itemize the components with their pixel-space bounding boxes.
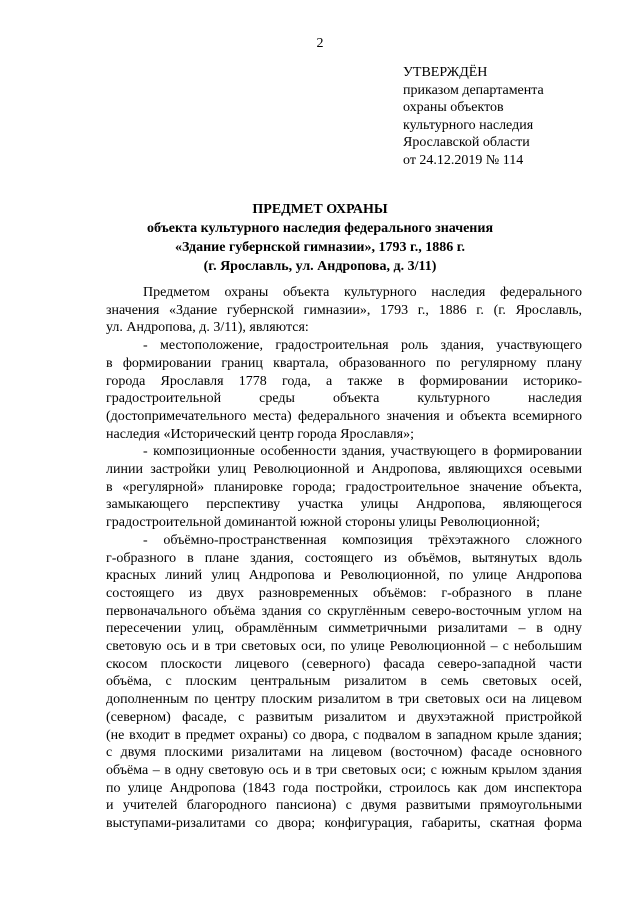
text-line: в «регулярной» планировке города; градостроительное значение объекта, [106,479,582,495]
text-line: линии застройки улиц Революционной и Андропова, являющихся осевыми [106,462,582,478]
intro-paragraph [106,284,582,337]
text-line: выступами-ризалитами со двора; конфигурация, габариты, скатная форма [106,816,582,832]
text-line: световую ось и в три световых оси, по улице Революционной – с небольшим [106,639,582,655]
list-item-location [106,337,582,443]
approval-line: культурного наследия [403,117,534,133]
text-line: значения «Здание губернской гимназии», 1793 г., 1886 г. (г. Ярославль, [106,302,582,318]
heading-subtitle-line: объекта культурного наследия федерального значения [146,221,494,236]
approval-line: УТВЕРЖДЁН [403,65,488,80]
text-line: градостроительной среды объекта культурного наследия [106,391,582,407]
text-line: дополненным по центру плоским ризалитом в три световых оси на лицевом [106,692,582,708]
page-number: 2 [316,36,324,51]
text-line: объёма, с плоским центральным ризалитом в семь световых осей, [106,674,582,690]
list-item-volume [106,532,582,833]
text-line: с двумя плоскими ризалитами на лицевом (восточном) фасаде основного [106,745,582,761]
document-body [106,284,582,833]
text-line: объёма – в одну световую ось и в три световых оси; с южным крылом здания [106,762,582,778]
text-line: и учителей благородного пансиона) с двумя развитыми прямоугольными [106,798,582,814]
text-line: - местоположение, градостроительная роль здания, участвующего [143,338,582,354]
text-line: (не входит в предмет охраны) со двора, с подвалом в западном крыле здания; [106,727,582,743]
text-line: (северном) фасаде, с развитым ризалитом и двухэтажной пристройкой [106,709,582,725]
text-line: градостроительной доминантой южной стороны улицы Революционной; [106,515,540,531]
list-item-composition [106,443,582,532]
text-line: первоначального объёма здания со скруглённым северо-восточным углом на [106,603,582,619]
text-line: по улице Андропова (1843 года постройки, строилось как дом инспектора [106,780,582,796]
document-heading [60,200,580,276]
approval-line: Ярославской области [403,135,530,150]
text-line: скосом плоскости лицевого (северного) фасада северо-западной части [106,656,582,672]
approval-line: от 24.12.2019 № 114 [403,152,524,168]
approval-line: приказом департамента [403,82,544,98]
text-line: красных линий улиц Андропова и Революционной, по улице Андропова [106,568,582,584]
heading-subtitle-line: «Здание губернской гимназии», 1793 г., 1886 г. [174,240,466,255]
text-line: в формировании границ квартала, образованного по регулярному плану [106,355,582,371]
text-line: наследия «Исторический центр города Ярославля»; [106,426,414,442]
text-line: пересечении улиц, обрамлённым симметричными ризалитами – в одну [106,621,582,637]
text-line: (достопримечательного места) федерального значения и объекта всемирного [106,408,582,424]
approval-line: охраны объектов [403,100,504,115]
text-line: города Ярославля 1778 года, а также в формировании историко- [106,373,582,389]
text-line: Предметом охраны объекта культурного наследия федерального [143,285,582,300]
text-line: состоящего из двух разновременных объёмов: г-образного в плане [106,585,582,601]
text-line: - объёмно-пространственная композиция трёхэтажного сложного [143,532,582,548]
heading-subtitle-line: (г. Ярославль, ул. Андропова, д. 3/11) [203,259,437,274]
text-line: ул. Андропова, д. 3/11), являются: [106,320,309,336]
text-line: - композиционные особенности здания, участвующего в формировании [143,444,582,460]
text-line: г-образного в плане здания, состоящего из объёмов, вытянутых вдоль [106,550,582,566]
text-line: замыкающего перспективу участка улицы Андропова, являющегося [106,497,582,513]
approval-stamp [403,64,613,169]
heading-title: ПРЕДМЕТ ОХРАНЫ [252,202,388,217]
